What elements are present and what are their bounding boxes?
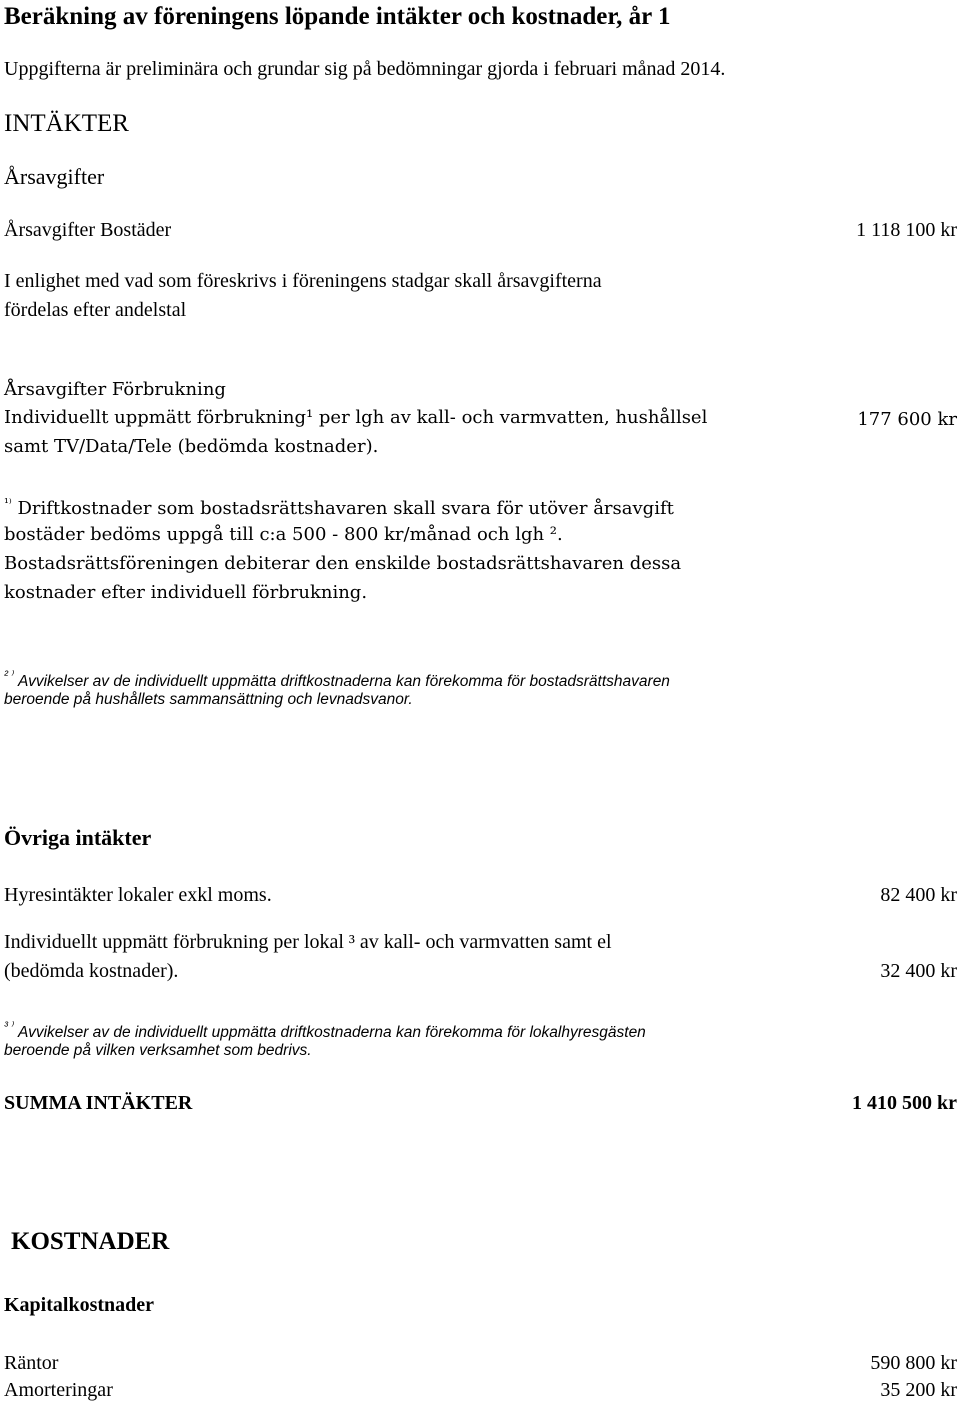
amortization-label: Amorteringar xyxy=(4,1379,113,1401)
footnote1-text: Driftkostnader som bostadsrättshavaren skall svara för utöver årsavgift xyxy=(17,498,674,519)
footnote1-line3: Bostadsrättsföreningen debiterar den enskilde bostadsrättshavaren dessa xyxy=(4,553,682,574)
consumption-fees-label: Årsavgifter Förbrukning xyxy=(4,379,226,400)
intro-text: Uppgifterna är preliminära och grundar sig på bedömningar gjorda i februari månad 2014. xyxy=(4,58,726,80)
interest-amount: 590 800 kr xyxy=(870,1352,957,1374)
income-heading: INTÄKTER xyxy=(4,110,129,137)
interest-label: Räntor xyxy=(4,1352,59,1374)
consumption-text-line1: Individuellt uppmätt förbrukning¹ per lgh av kall- och varmvatten, hushållsel xyxy=(4,407,708,428)
total-income-amount: 1 410 500 kr xyxy=(852,1092,957,1114)
statute-text-line1: I enlighet med vad som föreskrivs i föreningens stadgar skall årsavgifterna xyxy=(4,270,602,292)
footnote2-text: Avvikelser av de individuellt uppmätta driftkostnaderna kan förekomma för bostadsrättshavaren xyxy=(18,673,670,690)
footnote3-marker: ³ ⁾ xyxy=(4,1019,15,1033)
other-income-heading: Övriga intäkter xyxy=(4,825,152,850)
capital-costs-heading: Kapitalkostnader xyxy=(4,1294,155,1316)
housing-fees-amount: 1 118 100 kr xyxy=(856,219,957,241)
footnote3-text: Avvikelser av de individuellt uppmätta driftkostnaderna kan förekomma för lokalhyresgästen xyxy=(18,1024,646,1041)
consumption-fees-amount: 177 600 kr xyxy=(857,409,957,430)
local-consumption-amount: 32 400 kr xyxy=(880,960,957,982)
local-consumption-line2: (bedömda kostnader). xyxy=(4,960,179,982)
rent-income-amount: 82 400 kr xyxy=(880,884,957,906)
footnote2-marker: ² ⁾ xyxy=(4,668,15,682)
amortization-amount: 35 200 kr xyxy=(880,1379,957,1401)
footnote1-line2: bostäder bedöms uppgå till c:a 500 - 800 kr/månad och lgh ². xyxy=(4,524,563,545)
footnote3-line1 xyxy=(4,1020,646,1041)
footnote1-marker: ¹⁾ xyxy=(4,496,12,510)
footnote1-line1 xyxy=(4,497,674,518)
footnote3-line2: beroende på vilken verksamhet som bedrivs. xyxy=(4,1042,312,1059)
footnote2-line1 xyxy=(4,669,670,690)
footnote1-line4: kostnader efter individuell förbrukning. xyxy=(4,582,368,603)
footnote2-line2: beroende på hushållets sammansättning och levnadsvanor. xyxy=(4,691,413,708)
housing-fees-label: Årsavgifter Bostäder xyxy=(4,219,172,241)
total-income-label: SUMMA INTÄKTER xyxy=(4,1092,193,1114)
rent-income-label: Hyresintäkter lokaler exkl moms. xyxy=(4,884,272,906)
local-consumption-line1: Individuellt uppmätt förbrukning per lokal ³ av kall- och varmvatten samt el xyxy=(4,931,612,953)
consumption-text-line2: samt TV/Data/Tele (bedömda kostnader). xyxy=(4,436,379,457)
statute-text-line2: fördelas efter andelstal xyxy=(4,299,187,321)
annual-fees-heading: Årsavgifter xyxy=(4,164,105,189)
document-title: Beräkning av föreningens löpande intäkter och kostnader, år 1 xyxy=(4,3,671,30)
costs-heading: KOSTNADER xyxy=(11,1228,170,1255)
